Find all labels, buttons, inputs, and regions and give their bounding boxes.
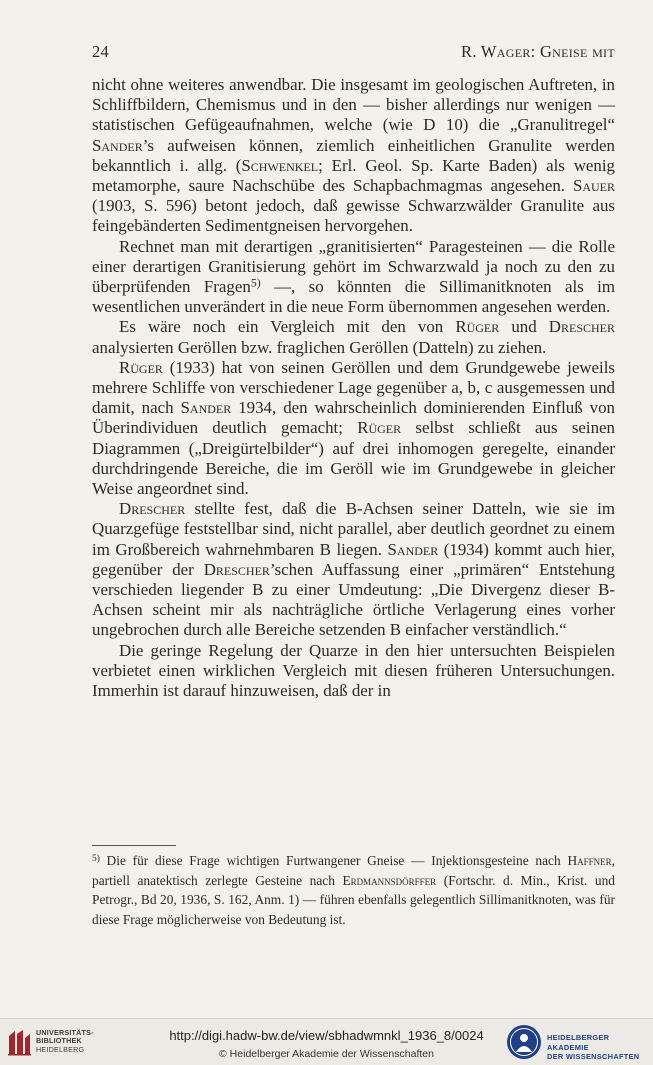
text-run: (Fortschr. d. Min., Krist. und Petrogr., Bd 20, 1936, S. 162, Anm. 1) — führen ebenfalls gelegentlich Sillimanitknoten, was für diese Frage möglicherweise von Bedeutung ist.: [92, 872, 615, 927]
author-name: Rüger: [357, 418, 402, 438]
paragraph-1: [92, 75, 615, 237]
text-run: 1934, den wahrscheinlich dominierenden Einfluß von Überindividuen deutlich gemacht;: [92, 398, 615, 438]
text-run: selbst schließt aus seinen Diagrammen („Dreigürtelbilder“) auf drei inhomogen geregelte, einander durchdringende Bereiche, die im Geröll wie im Grundgewebe in gleicher Weise angeordnet sind.: [92, 418, 615, 499]
text-run: und: [499, 317, 549, 337]
author-name: Drescher: [119, 499, 186, 519]
text-run: stellte fest, daß die B-Achsen seiner Datteln, wie sie im Quarzgefüge feststellbar sind, nicht parallel, aber deutlich geordnet zu einem im Großbereich wahrnehmbaren B liegen.: [92, 499, 615, 559]
author-name: Haffner: [567, 853, 612, 868]
text-run: (1903, S. 596) betont jedoch, daß gewisse Schwarzwälder Granulite aus feingebänderten Sedimentgneisen hervorgehen.: [92, 196, 615, 236]
paragraph-3: [92, 317, 615, 357]
text-run: , partiell anatektisch zerlegte Gesteine nach: [92, 853, 615, 888]
paragraph-5: [92, 499, 615, 640]
text-run: ’schen Auffassung einer „primären“ Entstehung verschieden liegender B zu einer Umdeutung: „Die Divergenz dieser B-Achsen scheint mir als nachträgliche örtliche Verlagerung eines vorher ungebrochen durch alle Bereiche setzenden B einfacher verständlich.“: [92, 559, 615, 640]
author-name: Sander: [180, 398, 232, 418]
text-run: Rechnet man mit derartigen „granitisierten“ Paragesteinen — die Rolle einer derartigen Granitisierung gehört im Schwarzwald ja noch zu den zu überprüfenden Fragen: [92, 236, 615, 297]
hadw-seal-icon: [506, 1024, 542, 1060]
author-name: Sander: [387, 539, 439, 559]
footnote-5: [92, 851, 615, 929]
paragraph-6: [92, 641, 615, 702]
running-head: [92, 42, 615, 66]
text-run: nicht ohne weiteres anwendbar. Die insgesamt im geologischen Auftreten, in Schliffbildern, Chemismus und in den — bisher allerdings nur wenigen — statistischen Gefügeaufnahmen, welche (wie D 10) die „Granulitregel“: [92, 75, 615, 135]
author-name: Rüger: [119, 357, 163, 377]
footnote-rule: [92, 845, 176, 846]
viewer-footer: [0, 1018, 653, 1065]
author-name: Erdmannsdörffer: [342, 872, 437, 888]
body-text: [92, 75, 615, 701]
copyright-notice: © Heidelberger Akademie der Wissenschaften: [219, 1048, 434, 1060]
author-name: Rüger: [455, 317, 500, 337]
text-run: (1934) kommt auch hier, gegenüber der: [92, 539, 615, 579]
text-run: ; Erl. Geol. Sp. Karte Baden) als wenig metamorphe, saure Nachschübe des Schapbachmagmas angesehen.: [92, 155, 615, 196]
paragraph-2: [92, 237, 615, 318]
running-title: R. Wager: Gneise mit: [461, 42, 615, 61]
text-run: Es wäre noch ein Vergleich mit den von: [119, 317, 456, 337]
paragraph-4: [92, 358, 615, 499]
footnote-ref: 5): [250, 275, 261, 290]
academy-name: HEIDELBERGER AKADEMIE DER WISSENSCHAFTEN: [547, 1033, 640, 1061]
page-number: 24: [92, 42, 110, 61]
text-run: (1933) hat von seinen Geröllen und dem Grundgewebe jeweils mehrere Schliffe von verschiedener Lage gegenüber a, b, c ausgemessen und damit, nach: [92, 357, 615, 418]
footnote-ref: 5): [92, 853, 100, 864]
author-name: Drescher: [203, 559, 270, 579]
author-name: Schwenkel: [241, 155, 319, 175]
text-run: ’s aufweisen können, ziemlich einheitlichen Granulite werden bekanntlich i. allg. (: [92, 135, 615, 175]
text-run: Die für diese Frage wichtigen Furtwangener Gneise — Injektionsgesteine nach: [99, 853, 568, 868]
text-run: Die geringe Regelung der Quarze in den hier untersuchten Beispielen verbietet einen wirklichen Vergleich mit diesen früheren Untersuchungen. Immerhin ist darauf hinzuweisen, daß der in: [92, 640, 615, 701]
text-run: analysierten Geröllen bzw. fraglichen Geröllen (Datteln) zu ziehen.: [92, 337, 547, 357]
author-name: Sander: [92, 135, 143, 155]
author-name: Sauer: [572, 176, 615, 196]
author-name: Drescher: [548, 317, 615, 337]
text-run: —, so könnten die Sillimanitknoten als im wesentlichen unverändert in die neue Form übernommen angesehen werden.: [92, 277, 616, 317]
library-name: UNIVERSITÄTS- BIBLIOTHEK HEIDELBERG: [36, 1028, 94, 1054]
permalink-url[interactable]: http://digi.hadw-bw.de/view/sbhadwmnkl_1936_8/0024: [169, 1028, 484, 1043]
